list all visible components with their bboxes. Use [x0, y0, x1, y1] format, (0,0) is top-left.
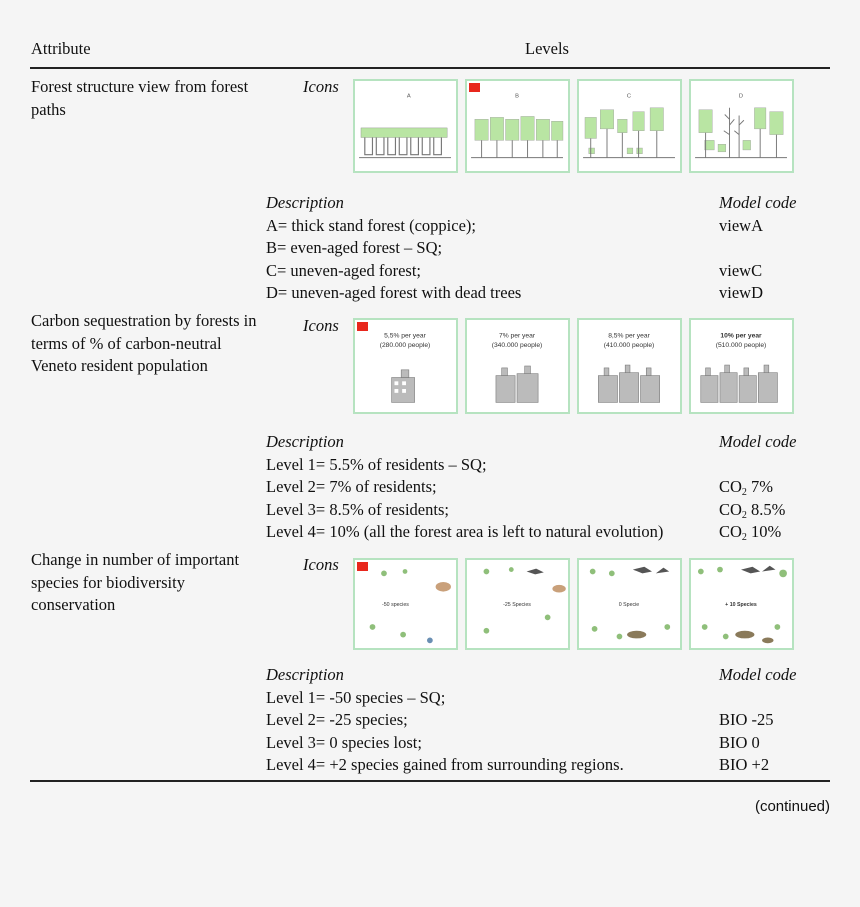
species-panel-1 — [353, 558, 458, 650]
species-panel-4-label: + 10 Species — [725, 601, 757, 608]
description-text: Level 2= -25 species; — [266, 710, 408, 729]
model-code-label: Model code — [719, 193, 797, 212]
description-row — [266, 454, 830, 477]
attribute-biodiversity: Change in number of important species for biodiversity conservation — [31, 550, 240, 614]
description-label: Description — [266, 432, 344, 451]
model-code: viewC — [719, 260, 763, 280]
model-code: BIO -25 — [719, 710, 774, 729]
description-row — [266, 215, 830, 238]
description-text: C= uneven-aged forest; — [266, 260, 422, 280]
icons-label: Icons — [303, 77, 339, 96]
carbon-buildings-image — [467, 320, 568, 412]
co2-suffix: 8.5% — [746, 499, 786, 519]
continued-note: (continued) — [754, 798, 830, 815]
header-attribute: Attribute — [31, 39, 91, 58]
description-label: Description — [266, 665, 344, 684]
species-illustration — [355, 560, 456, 648]
carbon-panel-1-pct: 5,5% per year — [384, 332, 426, 340]
model-code: viewD — [719, 283, 763, 302]
co2-subscript: 2 — [741, 487, 747, 498]
species-panel-3 — [577, 558, 682, 650]
description-row — [266, 732, 830, 755]
co2-suffix: 10% — [746, 522, 782, 541]
co2-prefix: CO — [719, 522, 742, 541]
forest-panel-b-label: B — [515, 93, 519, 100]
description-row — [266, 476, 830, 499]
model-code: BIO 0 — [719, 732, 760, 752]
description-row — [266, 237, 830, 260]
description-text: Level 4= 10% (all the forest area is left to natural evolution) — [266, 522, 664, 541]
carbon-buildings-image — [691, 320, 792, 412]
description-row — [266, 260, 830, 283]
forest-panel-a-label: A — [406, 93, 411, 100]
sq-badge — [469, 83, 480, 92]
description-row — [266, 687, 830, 710]
description-header-row-3 — [266, 664, 830, 687]
co2-prefix: CO — [719, 499, 742, 519]
forest-panel-b — [465, 79, 570, 173]
model-code-label: Model code — [719, 432, 797, 451]
description-row — [266, 754, 830, 777]
carbon-panel-4-pct: 10% per year — [720, 332, 762, 340]
forest-panel-c-label: C — [626, 93, 632, 100]
model-code: BIO +2 — [719, 755, 770, 774]
icons-label: Icons — [303, 555, 339, 574]
carbon-panel-2 — [465, 318, 570, 414]
carbon-panel-2-pct: 7% per year — [498, 332, 536, 340]
description-header-row-2 — [266, 431, 830, 454]
attribute-carbon-sequestration: Carbon sequestration by forests in terms of % of carbon-neutral Veneto resident population — [31, 311, 257, 375]
carbon-panel-4-people: (510.000 people) — [715, 341, 767, 349]
description-label: Description — [266, 193, 344, 212]
description-row — [266, 521, 830, 544]
description-text: Level 4= +2 species gained from surrounding regions. — [266, 755, 624, 774]
description-text: Level 3= 0 species lost; — [266, 732, 422, 752]
sq-badge — [357, 322, 368, 331]
attribute-forest-structure: Forest structure view from forest paths — [31, 77, 249, 119]
carbon-panel-4 — [689, 318, 794, 414]
table-bottom-rule — [30, 780, 830, 782]
carbon-panel-3-pct: 8,5% per year — [608, 332, 650, 340]
icons-label: Icons — [303, 316, 339, 335]
description-row — [266, 499, 830, 522]
sq-badge — [357, 562, 368, 571]
model-code-label: Model code — [719, 665, 797, 684]
carbon-panel-1-people: (280.000 people) — [379, 341, 431, 349]
description-header-row-1 — [266, 192, 830, 215]
carbon-panel-3 — [577, 318, 682, 414]
species-illustration — [691, 560, 792, 648]
description-text: Level 1= -50 species – SQ; — [266, 687, 446, 707]
description-text: D= uneven-aged forest with dead trees — [266, 283, 522, 302]
forest-even-aged-image — [467, 81, 568, 171]
forest-panel-a — [353, 79, 458, 173]
species-panel-3-label: 0 Specie — [618, 601, 640, 608]
species-panel-2-label: -25 Species — [503, 601, 531, 608]
forest-panel-d — [689, 79, 794, 173]
species-illustration — [467, 560, 568, 648]
header-levels: Levels — [525, 39, 569, 58]
description-row — [266, 282, 830, 305]
description-text: Level 3= 8.5% of residents; — [266, 499, 449, 519]
co2-prefix: CO — [719, 477, 742, 496]
description-text: Level 2= 7% of residents; — [266, 477, 437, 496]
model-code: viewA — [719, 215, 763, 235]
co2-suffix: 7% — [746, 477, 774, 496]
carbon-panel-2-people: (340.000 people) — [491, 341, 543, 349]
description-text: B= even-aged forest – SQ; — [266, 238, 443, 257]
co2-subscript: 2 — [741, 532, 747, 543]
species-panel-1-label: -50 species — [382, 601, 409, 608]
forest-panel-d-label: D — [738, 93, 744, 100]
carbon-buildings-image — [355, 320, 456, 412]
description-row — [266, 709, 830, 732]
model-code — [719, 521, 781, 550]
carbon-panel-3-people: (410.000 people) — [603, 341, 655, 349]
carbon-buildings-image — [579, 320, 680, 412]
description-text: A= thick stand forest (coppice); — [266, 215, 476, 235]
description-text: Level 1= 5.5% of residents – SQ; — [266, 454, 487, 474]
forest-coppice-image — [355, 81, 456, 171]
header-rule — [30, 67, 830, 69]
co2-subscript: 2 — [741, 509, 747, 521]
forest-dead-trees-image — [691, 81, 792, 171]
species-illustration — [579, 560, 680, 648]
species-panel-4 — [689, 558, 794, 650]
carbon-panel-1 — [353, 318, 458, 414]
species-panel-2 — [465, 558, 570, 650]
forest-panel-c — [577, 79, 682, 173]
forest-uneven-aged-image — [579, 81, 680, 171]
